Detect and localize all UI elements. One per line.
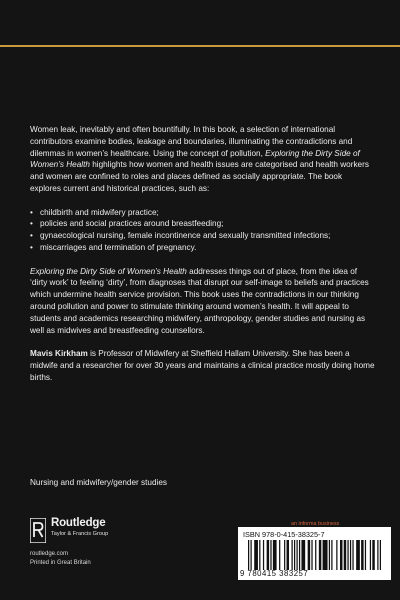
routledge-logo-icon [30, 518, 46, 543]
printed-in: Printed in Great Britain [30, 560, 91, 566]
barcode-graphic [248, 540, 381, 570]
subject-category: Nursing and midwifery/gender studies [30, 478, 167, 487]
author-bio: is Professor of Midwifery at Sheffield Hallam University. She has been a midwife and a researcher for over 30 years and maintains a clinical practice mostly doing home births. [30, 349, 375, 382]
second-text: addresses things out of place, from the idea of ‘dirty work’ to feeling ‘dirty’, from diagnoses that disrupt our self-image to beliefs and practices which undermine health service provision. This book uses the contradictions in our thinking around pollution and power to stimulate thinking around women’s health. It will appeal to students and academics researching midwifery, anthropology, gender studies and nursing as well as midwives and breastfeeding counsellors. [30, 266, 369, 335]
isbn-label: ISBN 978-0-415-38325-7 [243, 530, 325, 539]
list-item: • miscarriages and termination of pregnancy. [30, 242, 375, 254]
publisher-block [30, 517, 190, 577]
second-paragraph [30, 266, 375, 337]
gold-divider-rule [0, 45, 400, 47]
intro-paragraph [30, 124, 375, 195]
second-book-title: Exploring the Dirty Side of Women’s Health [30, 266, 187, 276]
list-item: • policies and social practices around breastfeeding; [30, 218, 375, 230]
intro-text-part2: highlights how women and health issues are categorised and health workers and women are confined to roles and places defined as socially appropriate. The book explores current and historical practices, such as: [30, 160, 369, 193]
publisher-group: Taylor & Francis Group [51, 531, 109, 537]
barcode-panel [238, 527, 391, 580]
publisher-name: Routledge [51, 517, 106, 529]
author-paragraph [30, 348, 375, 383]
intro-text-part1: Women leak, inevitably and often bountifully. In this book, a selection of international contributors examine bodies, leakage and boundaries, illuminating the contradictions and dilemmas in women’s healthcare. Using the concept of pollution, [30, 125, 353, 158]
list-item: • childbirth and midwifery practice; [30, 207, 375, 219]
blurb [30, 124, 375, 395]
list-item: • gynaecological nursing, female incontinence and sexually transmitted infections; [30, 230, 375, 242]
isbn-digits: 9 780415 383257 [240, 569, 309, 578]
author-name: Mavis Kirkham [30, 349, 88, 359]
informa-business-tag: an informa business [291, 521, 340, 527]
practices-list [30, 207, 375, 254]
intro-book-title: Exploring the Dirty Side of Women’s Health [30, 148, 360, 170]
publisher-url: routledge.com [30, 551, 69, 557]
